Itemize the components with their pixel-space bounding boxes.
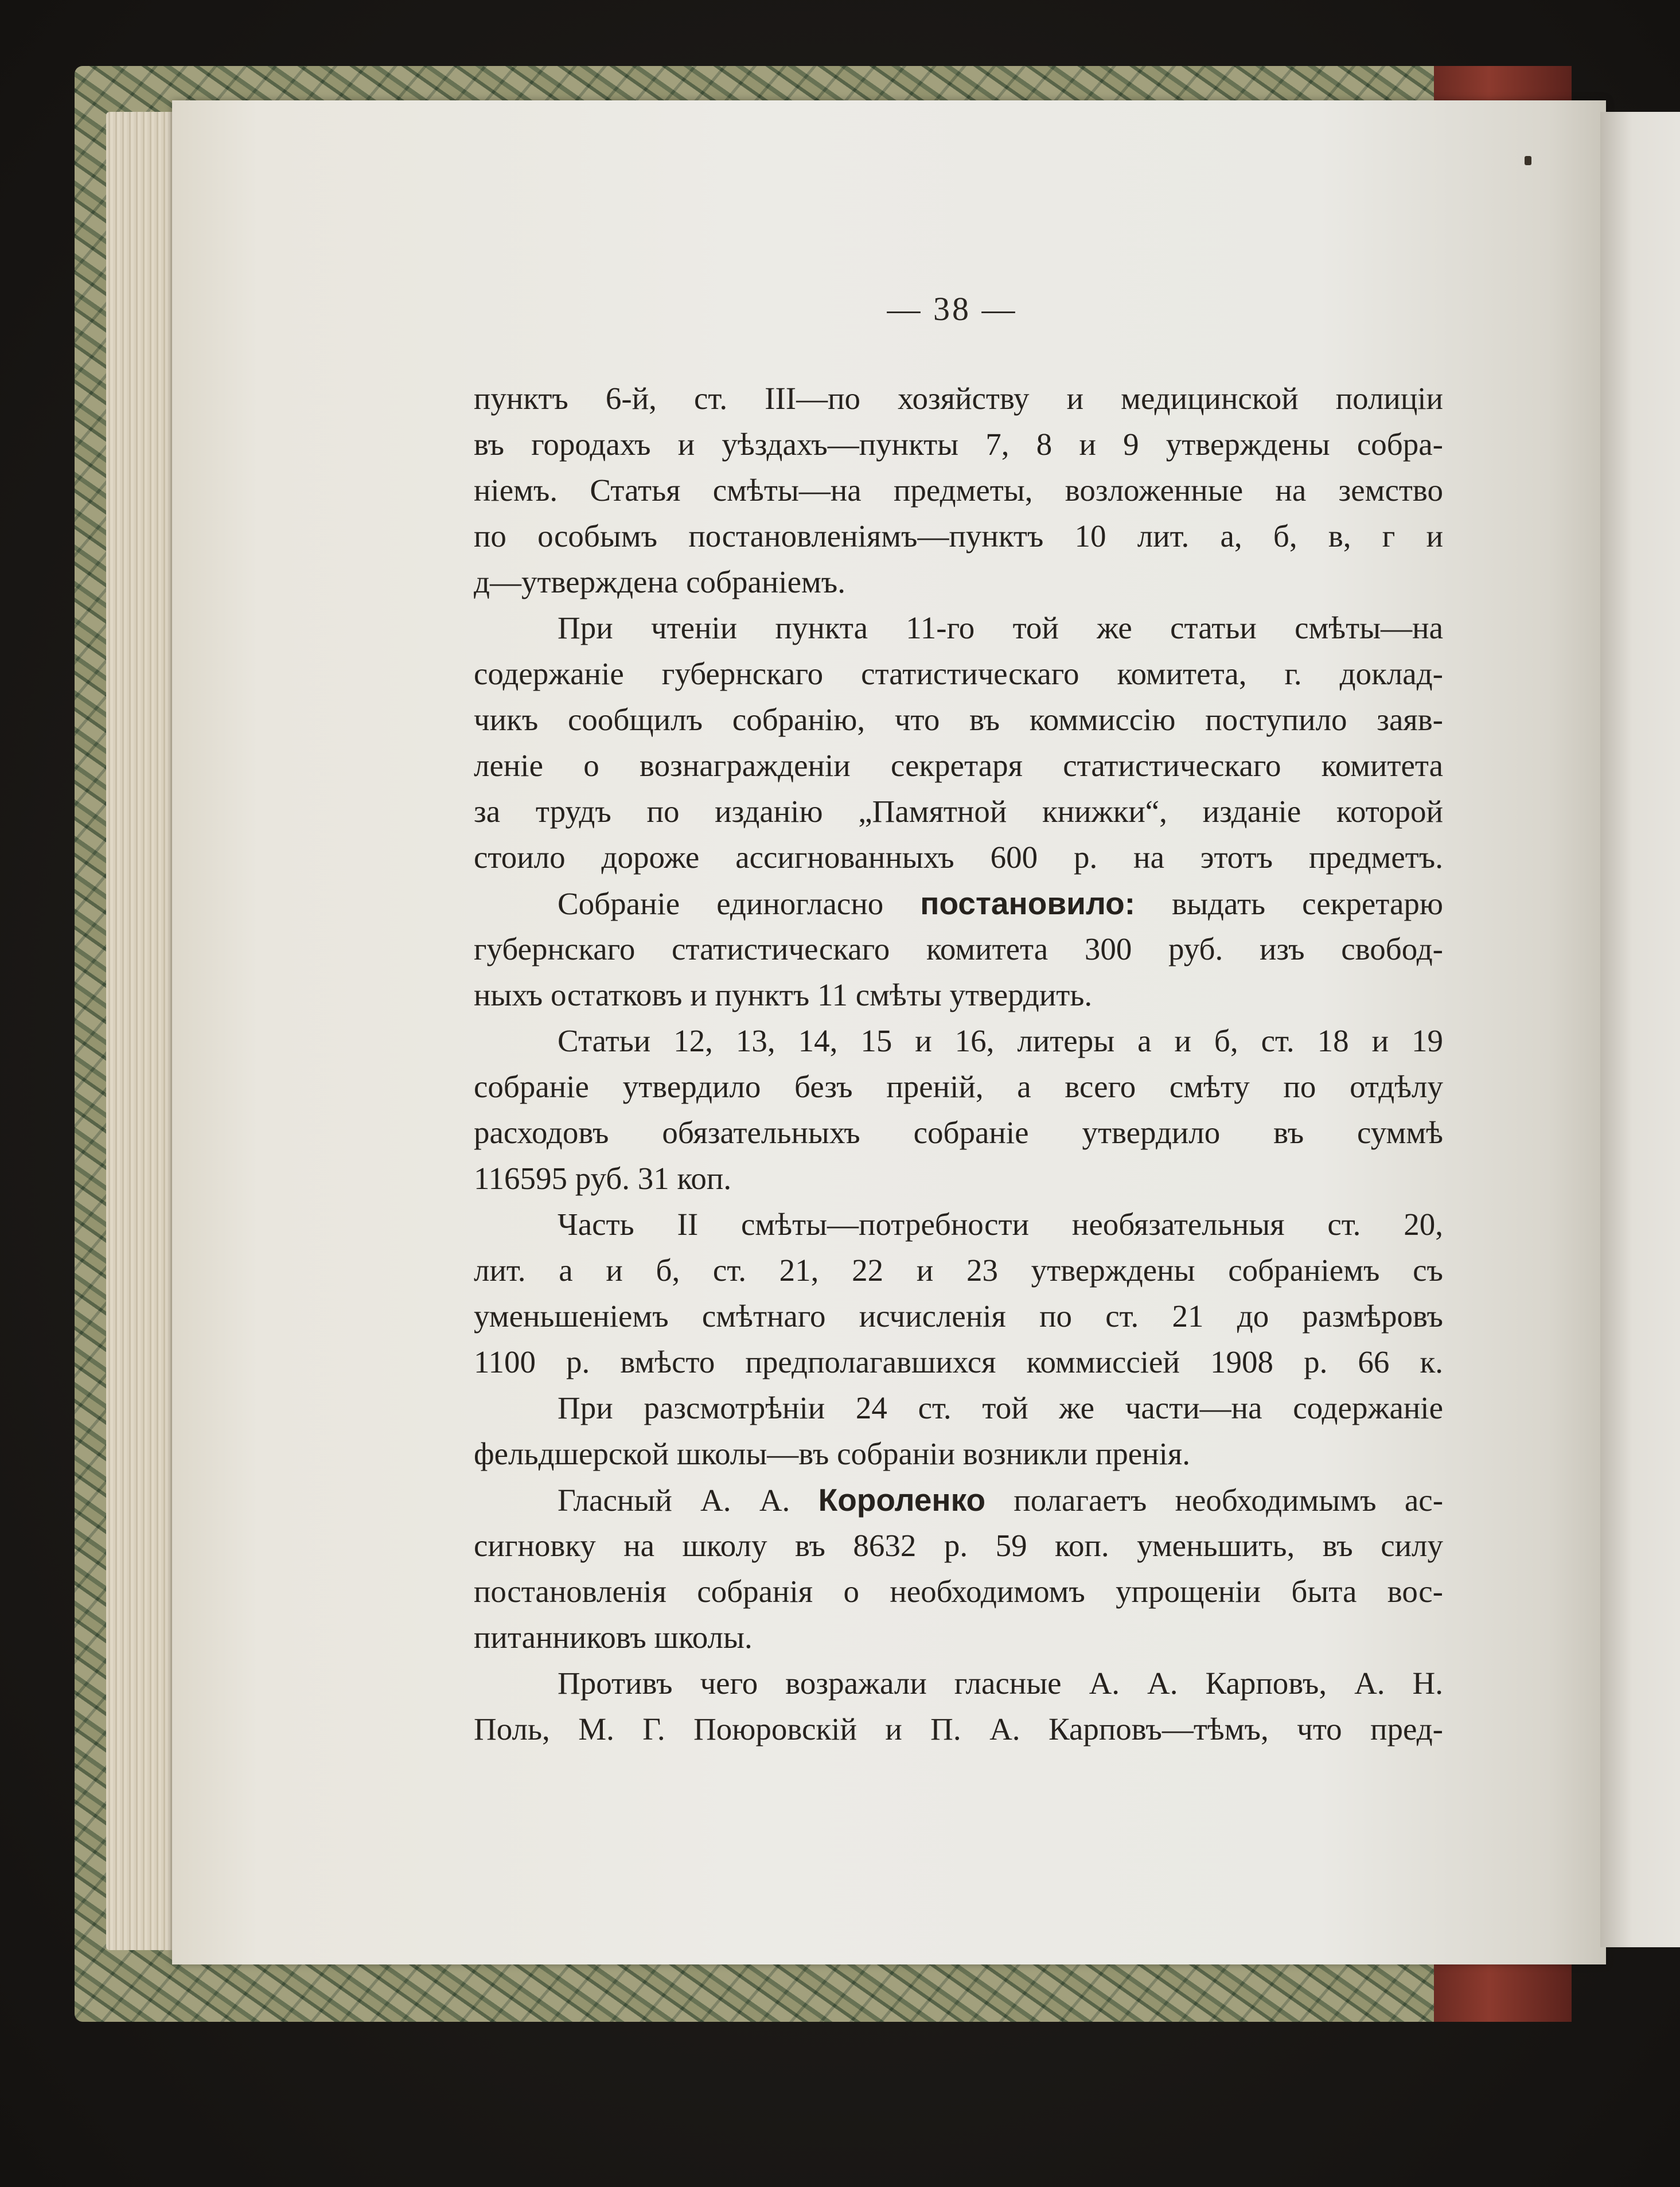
text-line: губернскаго статистическаго комитета 300 руб. изъ свобод-	[474, 931, 1443, 966]
text-line: 1100 р. вмѣсто предполагавшихся коммиссіей 1908 р. 66 к.	[474, 1344, 1443, 1379]
text-line: постановленія собранія о необходимомъ упрощеніи быта вос-	[474, 1574, 1443, 1609]
text-line: Часть II смѣты—потребности необязательныя ст. 20,	[558, 1207, 1443, 1242]
text-line	[474, 880, 1443, 926]
page-text	[474, 376, 1443, 1752]
text-line: При чтеніи пункта 11-го той же статьи смѣты—на	[558, 610, 1443, 645]
text-line: по особымъ постановленіямъ—пунктъ 10 лит. а, б, в, г и	[474, 519, 1443, 553]
text-line: Поль, М. Г. Поюровскій и П. А. Карповъ—тѣмъ, что пред-	[474, 1712, 1443, 1747]
text-line: за трудъ по изданію „Памятной книжки“, изданіе которой	[474, 794, 1443, 829]
text-line: леніе о вознагражденіи секретаря статистическаго комитета	[474, 748, 1443, 783]
text-run: выдать секретарю	[1172, 886, 1443, 921]
text-line: При разсмотрѣніи 24 ст. той же части—на содержаніе	[558, 1390, 1443, 1425]
text-line: лит. а и б, ст. 21, 22 и 23 утверждены собраніемъ съ	[474, 1253, 1443, 1288]
text-line: въ городахъ и уѣздахъ—пункты 7, 8 и 9 утверждены собра-	[474, 427, 1443, 462]
next-page-edge	[1600, 112, 1680, 1947]
text-run: полагаетъ необходимымъ ас-	[1014, 1483, 1443, 1518]
text-line: ныхъ остатковъ и пунктъ 11 смѣты утвердить.	[474, 977, 1093, 1012]
text-line: сигновку на школу въ 8632 р. 59 коп. уменьшить, въ силу	[474, 1528, 1443, 1563]
text-line: д—утверждена собраніемъ.	[474, 564, 845, 599]
text-line: фельдшерской школы—въ собраніи возникли пренія.	[474, 1436, 1190, 1471]
text-line: стоило дороже ассигнованныхъ 600 р. на этотъ предметъ.	[474, 840, 1443, 875]
text-line: расходовъ обязательныхъ собраніе утвердило въ суммѣ	[474, 1115, 1443, 1150]
text-line: ніемъ. Статья смѣты—на предметы, возложенные на земство	[474, 473, 1443, 508]
text-line	[474, 1477, 1443, 1523]
ink-spot	[1525, 156, 1531, 165]
text-line: Статьи 12, 13, 14, 15 и 16, литеры а и б, ст. 18 и 19	[558, 1023, 1443, 1058]
text-line: чикъ сообщилъ собранію, что въ коммиссію поступило заяв-	[474, 702, 1443, 737]
text-line: пунктъ 6-й, ст. III—по хозяйству и медицинской полиціи	[474, 381, 1443, 416]
text-run: Собраніе единогласно	[558, 886, 884, 921]
text-line: уменьшеніемъ смѣтнаго исчисленія по ст. 21 до размѣровъ	[474, 1299, 1443, 1334]
text-line: содержаніе губернскаго статистическаго комитета, г. доклад-	[474, 656, 1443, 691]
text-run: Гласный А. А.	[558, 1483, 790, 1518]
text-line: 116595 руб. 31 коп.	[474, 1161, 732, 1196]
bold-word: Короленко	[818, 1482, 986, 1518]
bold-word: постановило:	[920, 886, 1136, 921]
text-line: собраніе утвердило безъ преній, а всего смѣту по отдѣлу	[474, 1069, 1443, 1104]
text-line: питанниковъ школы.	[474, 1620, 753, 1655]
text-line: Противъ чего возражали гласные А. А. Карповъ, А. Н.	[558, 1666, 1443, 1701]
page-number: — 38 —	[887, 290, 1018, 328]
